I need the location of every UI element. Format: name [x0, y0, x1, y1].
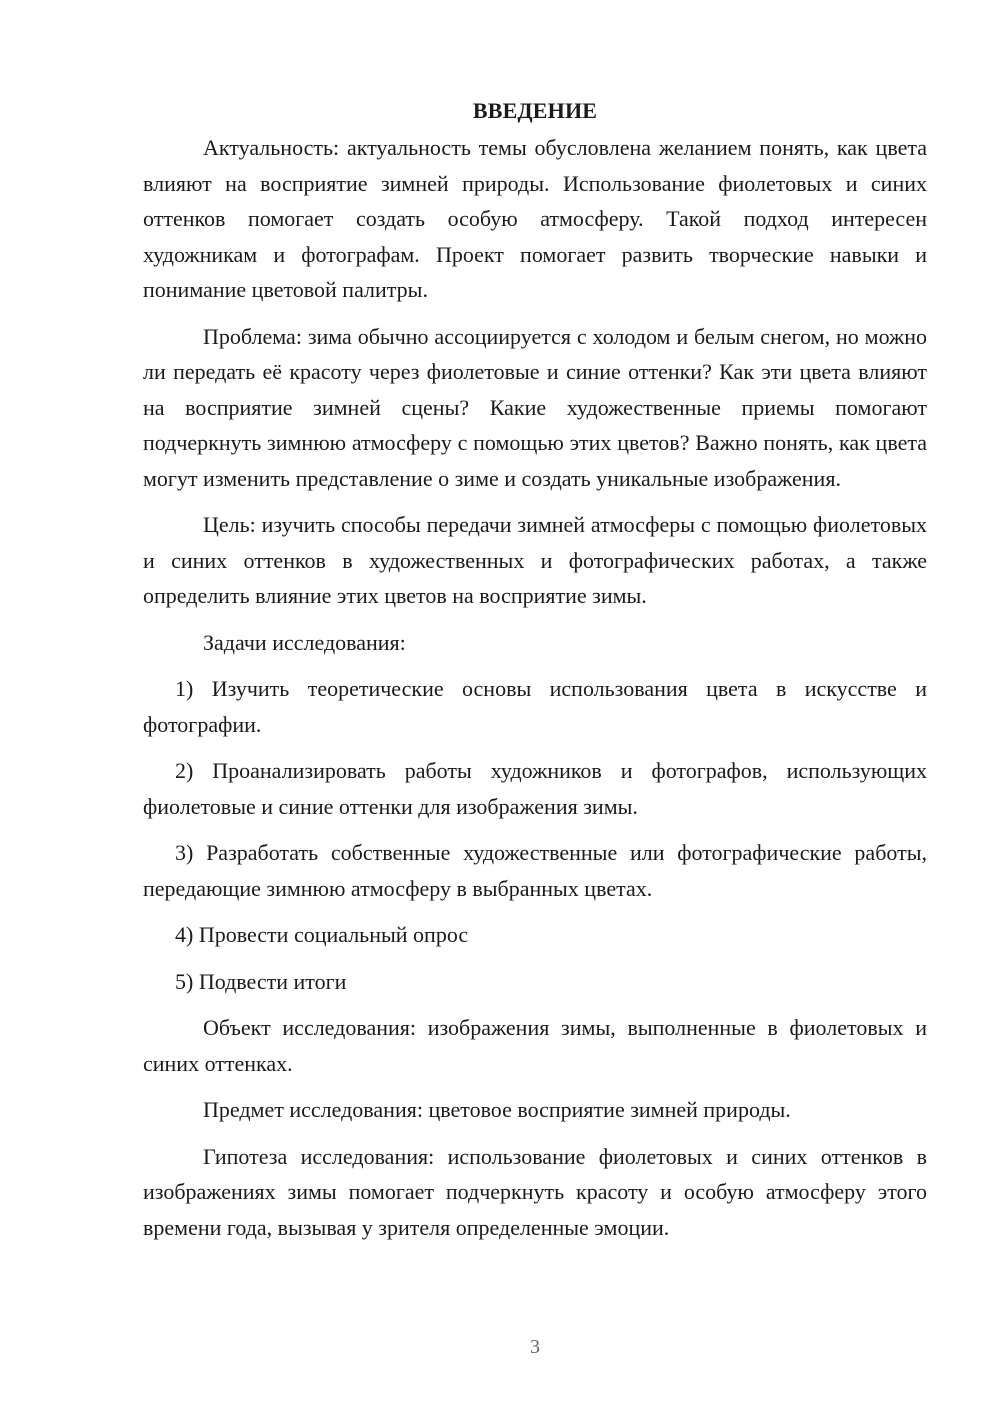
page-number: 3 — [530, 1336, 540, 1358]
task-item-1: 1) Изучить теоретические основы использования цвета в искусстве и фотографии. — [143, 676, 927, 737]
task-item-3: 3) Разработать собственные художественные или фотографические работы, передающие зимнюю атмосферу в выбранных цветах. — [143, 840, 927, 901]
paragraph-goal: Цель: изучить способы передачи зимней атмосферы с помощью фиолетовых и синих оттенков в художественных и фотографических работах, а также определить влияние этих цветов на восприятие зимы. — [143, 512, 927, 608]
paragraph-relevance: Актуальность: актуальность темы обусловлена желанием понять, как цвета влияют на восприятие зимней природы. Использование фиолетовых и синих оттенков помогает создать особую атмосферу. Такой подход интересен художникам и фотографам. Проект помогает развить творческие навыки и понимание цветовой палитры. — [143, 135, 927, 302]
paragraph-hypothesis: Гипотеза исследования: использование фиолетовых и синих оттенков в изображениях зимы помогает подчеркнуть красоту и особую атмосферу этого времени года, вызывая у зрителя определенные эмоции. — [143, 1143, 927, 1240]
tasks-heading: Задачи исследования: — [203, 629, 406, 655]
paragraph-problem: Проблема: зима обычно ассоциируется с холодом и белым снегом, но можно ли передать её красоту через фиолетовые и синие оттенки? Как эти цвета влияют на восприятие зимней сцены? Какие художественные приемы помогают подчеркнуть зимнюю атмосферу с помощью этих цветов? Важно понять, как цвета могут изменить представление о зиме и создать уникальные изображения. — [143, 323, 927, 491]
paragraph-subject: Предмет исследования: цветовое восприятие зимней природы. — [203, 1097, 791, 1122]
task-item-2: 2) Проанализировать работы художников и фотографов, использующих фиолетовые и синие оттенки для изображения зимы. — [143, 758, 927, 819]
section-title: ВВЕДЕНИЕ — [472, 98, 598, 123]
task-item-5: 5) Подвести итоги — [175, 968, 347, 994]
task-item-4: 4) Провести социальный опрос — [175, 922, 469, 947]
paragraph-object: Объект исследования: изображения зимы, выполненные в фиолетовых и синих оттенках. — [143, 1015, 927, 1076]
document-body — [143, 93, 927, 1245]
